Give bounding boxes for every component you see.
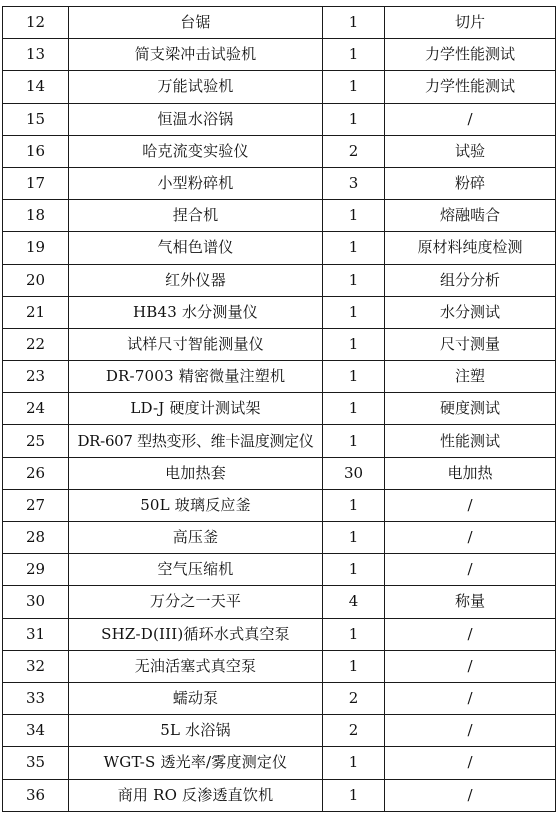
purpose: 切片 <box>385 7 556 39</box>
row-number: 33 <box>3 682 69 714</box>
table-row <box>3 232 556 264</box>
table-row <box>3 167 556 199</box>
row-number: 34 <box>3 715 69 747</box>
purpose: 称量 <box>385 586 556 618</box>
equipment-name: 气相色谱仪 <box>69 232 323 264</box>
row-number: 36 <box>3 779 69 811</box>
table-row <box>3 425 556 457</box>
equipment-name: 空气压缩机 <box>69 554 323 586</box>
quantity: 1 <box>323 489 385 521</box>
equipment-name: 小型粉碎机 <box>69 167 323 199</box>
quantity: 1 <box>323 103 385 135</box>
quantity: 1 <box>323 747 385 779</box>
row-number: 13 <box>3 39 69 71</box>
quantity: 1 <box>323 232 385 264</box>
row-number: 29 <box>3 554 69 586</box>
purpose: / <box>385 779 556 811</box>
row-number: 28 <box>3 522 69 554</box>
purpose: 注塑 <box>385 361 556 393</box>
purpose: 原材料纯度检测 <box>385 232 556 264</box>
table-row <box>3 71 556 103</box>
purpose: / <box>385 715 556 747</box>
row-number: 32 <box>3 650 69 682</box>
quantity: 1 <box>323 393 385 425</box>
equipment-table-body <box>3 7 556 812</box>
row-number: 16 <box>3 135 69 167</box>
table-row <box>3 779 556 811</box>
equipment-name: 蠕动泵 <box>69 682 323 714</box>
equipment-name: 恒温水浴锅 <box>69 103 323 135</box>
equipment-name: 试样尺寸智能测量仪 <box>69 328 323 360</box>
quantity: 3 <box>323 167 385 199</box>
row-number: 20 <box>3 264 69 296</box>
equipment-name: 哈克流变实验仪 <box>69 135 323 167</box>
table-row <box>3 747 556 779</box>
row-number: 19 <box>3 232 69 264</box>
equipment-name: SHZ-D(III)循环水式真空泵 <box>69 618 323 650</box>
quantity: 1 <box>323 618 385 650</box>
equipment-name: 捏合机 <box>69 200 323 232</box>
quantity: 4 <box>323 586 385 618</box>
equipment-name: LD-J 硬度计测试架 <box>69 393 323 425</box>
table-row <box>3 361 556 393</box>
equipment-name: 电加热套 <box>69 457 323 489</box>
row-number: 24 <box>3 393 69 425</box>
table-row <box>3 489 556 521</box>
quantity: 1 <box>323 554 385 586</box>
row-number: 26 <box>3 457 69 489</box>
row-number: 15 <box>3 103 69 135</box>
quantity: 30 <box>323 457 385 489</box>
equipment-name: DR-607 型热变形、维卡温度测定仪 <box>69 425 323 457</box>
row-number: 23 <box>3 361 69 393</box>
row-number: 27 <box>3 489 69 521</box>
row-number: 25 <box>3 425 69 457</box>
table-row <box>3 650 556 682</box>
table-row <box>3 522 556 554</box>
table-row <box>3 296 556 328</box>
purpose: 性能测试 <box>385 425 556 457</box>
quantity: 1 <box>323 361 385 393</box>
quantity: 1 <box>323 650 385 682</box>
row-number: 30 <box>3 586 69 618</box>
equipment-name: 无油活塞式真空泵 <box>69 650 323 682</box>
equipment-name: 红外仪器 <box>69 264 323 296</box>
equipment-name: 5L 水浴锅 <box>69 715 323 747</box>
row-number: 35 <box>3 747 69 779</box>
quantity: 2 <box>323 715 385 747</box>
quantity: 1 <box>323 328 385 360</box>
table-row <box>3 264 556 296</box>
row-number: 17 <box>3 167 69 199</box>
equipment-name: 万分之一天平 <box>69 586 323 618</box>
table-row <box>3 586 556 618</box>
quantity: 1 <box>323 7 385 39</box>
purpose: 力学性能测试 <box>385 71 556 103</box>
quantity: 1 <box>323 522 385 554</box>
table-row <box>3 7 556 39</box>
table-row <box>3 328 556 360</box>
row-number: 14 <box>3 71 69 103</box>
purpose: 熔融啮合 <box>385 200 556 232</box>
row-number: 31 <box>3 618 69 650</box>
purpose: / <box>385 522 556 554</box>
purpose: 力学性能测试 <box>385 39 556 71</box>
row-number: 18 <box>3 200 69 232</box>
quantity: 1 <box>323 200 385 232</box>
quantity: 1 <box>323 296 385 328</box>
purpose: / <box>385 747 556 779</box>
purpose: / <box>385 618 556 650</box>
purpose: 试验 <box>385 135 556 167</box>
purpose: / <box>385 554 556 586</box>
purpose: 组分分析 <box>385 264 556 296</box>
equipment-name: WGT-S 透光率/雾度测定仪 <box>69 747 323 779</box>
quantity: 1 <box>323 71 385 103</box>
table-row <box>3 618 556 650</box>
row-number: 21 <box>3 296 69 328</box>
table-row <box>3 715 556 747</box>
equipment-name: 简支梁冲击试验机 <box>69 39 323 71</box>
purpose: 尺寸测量 <box>385 328 556 360</box>
row-number: 12 <box>3 7 69 39</box>
table-row <box>3 103 556 135</box>
table-row <box>3 682 556 714</box>
equipment-name: 商用 RO 反渗透直饮机 <box>69 779 323 811</box>
table-row <box>3 457 556 489</box>
purpose: 水分测试 <box>385 296 556 328</box>
row-number: 22 <box>3 328 69 360</box>
purpose: 硬度测试 <box>385 393 556 425</box>
equipment-name: 高压釜 <box>69 522 323 554</box>
quantity: 1 <box>323 39 385 71</box>
equipment-name: 万能试验机 <box>69 71 323 103</box>
table-row <box>3 200 556 232</box>
purpose: 电加热 <box>385 457 556 489</box>
table-row <box>3 39 556 71</box>
equipment-name: 50L 玻璃反应釜 <box>69 489 323 521</box>
quantity: 1 <box>323 264 385 296</box>
equipment-name: 台锯 <box>69 7 323 39</box>
quantity: 1 <box>323 779 385 811</box>
quantity: 1 <box>323 425 385 457</box>
quantity: 2 <box>323 135 385 167</box>
purpose: / <box>385 103 556 135</box>
purpose: / <box>385 650 556 682</box>
table-row <box>3 554 556 586</box>
purpose: / <box>385 489 556 521</box>
equipment-table <box>2 6 556 812</box>
table-row <box>3 135 556 167</box>
purpose: / <box>385 682 556 714</box>
table-row <box>3 393 556 425</box>
equipment-name: HB43 水分测量仪 <box>69 296 323 328</box>
quantity: 2 <box>323 682 385 714</box>
equipment-name: DR-7003 精密微量注塑机 <box>69 361 323 393</box>
purpose: 粉碎 <box>385 167 556 199</box>
